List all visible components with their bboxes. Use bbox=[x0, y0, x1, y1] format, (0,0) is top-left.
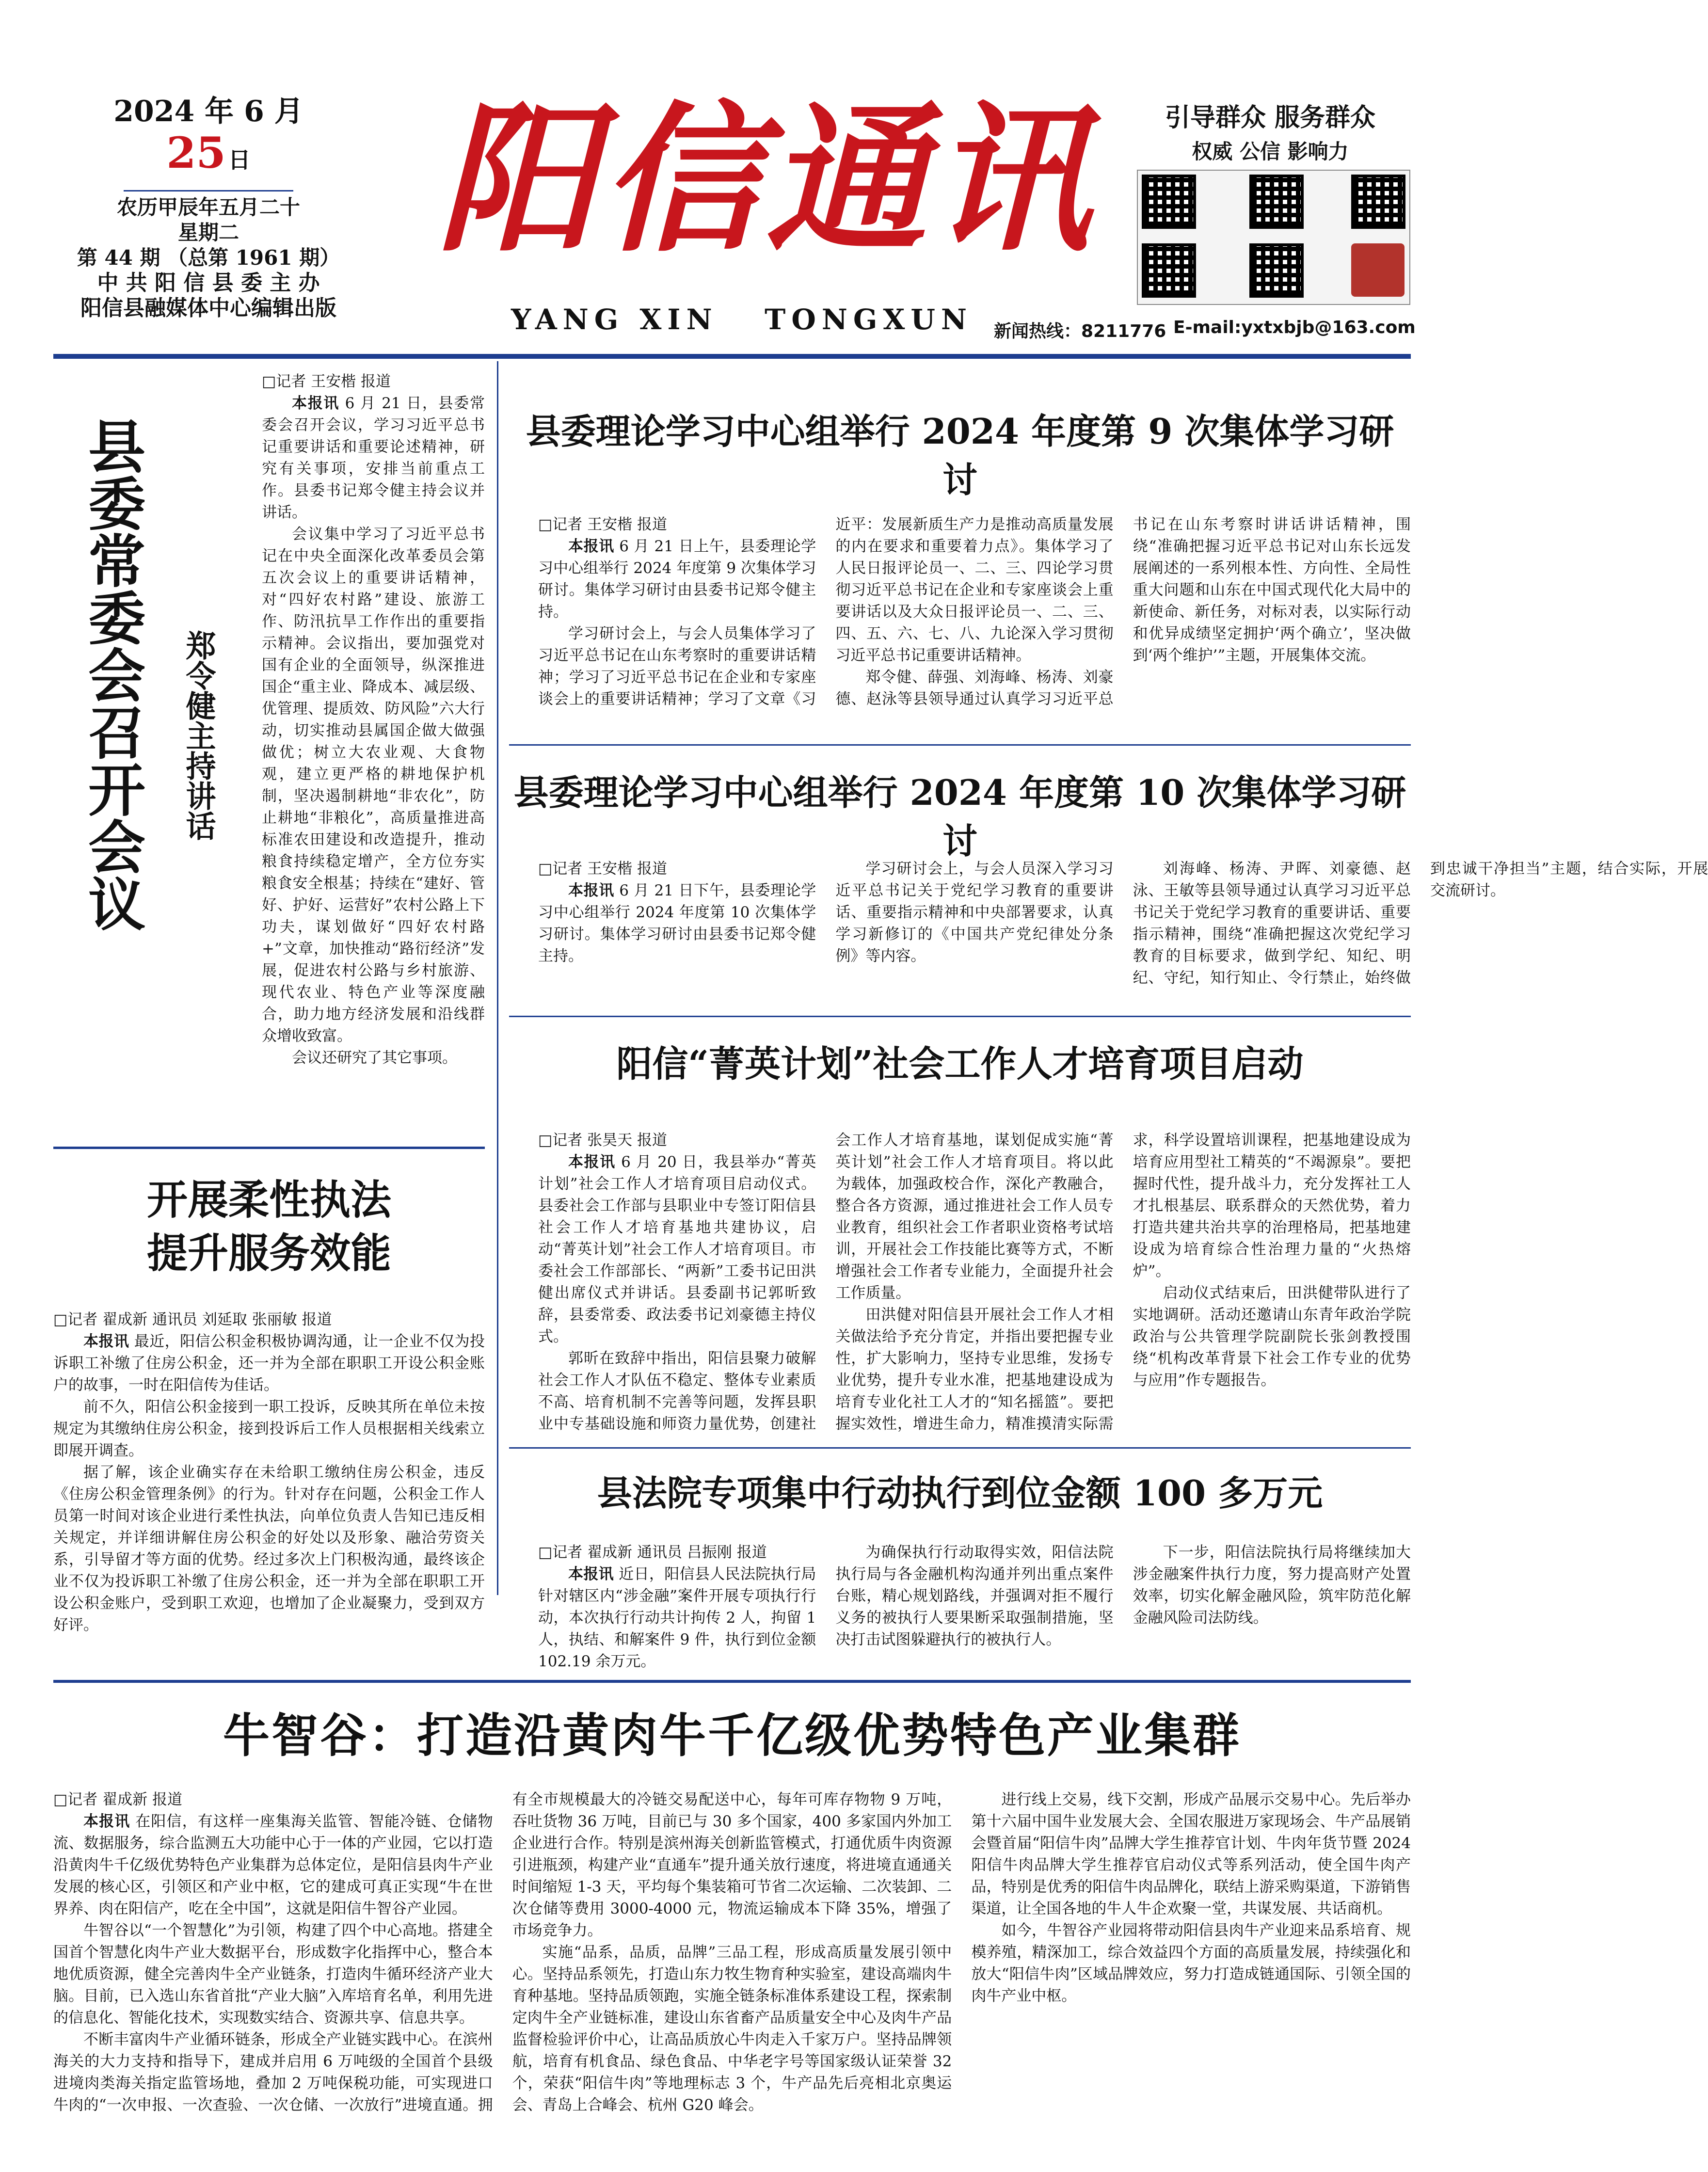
paragraph: 学习研讨会上，与会人员集体学习了习近平总书记在山东考察时的重要讲话精神；学习了习近平总书记在企业和专家座谈会上的重要讲话精神；学习了文章《习近平：发展新质生产力是推动高质量发展的内在要求和重要着力点》。集体学习了人民日报评论员一、二、三、四论学习贯彻习近平总书记在企业和专家座谈会上重要讲话以及大众日报评论员一、二、三、四、五、六、七、八、九论深入学习贯彻习近平总书记重要讲话精神。 bbox=[538, 516, 1114, 708]
qr-code-icon bbox=[1351, 175, 1405, 229]
sponsor: 中 共 阳 信 县 委 主 办 bbox=[97, 271, 320, 295]
paragraph: 为确保执行行动取得实效，阳信法院执行局与各金融机构沟通并列出重点案件台账，精心规划路线，并强调对拒不履行义务的被执行人要果断采取强制措施，坚决打击试图躲避执行的被执行人。 bbox=[835, 1544, 1114, 1648]
lunar-date: 农历甲辰年五月二十 bbox=[116, 195, 300, 219]
article4-headline: 阳信“菁英计划”社会工作人才培育项目启动 bbox=[616, 1043, 1304, 1085]
qr-code-panel bbox=[1137, 170, 1410, 305]
paragraph: 田洪健对阳信县开展社会工作人才相关做法给予充分肯定，并指出要把握专业性，扩大影响力，坚持专业思维，发扬专业优势，提升专业水准，把基地建设成为培育专业化社工人才的“知名摇篮”。要把握实效性，增进生命力，精准摸清实际需求，科学设置培训课程，把基地建设成为培育应用型社工精英的“不竭源泉”。要把握时代性，提升战斗力，充分发挥社工人才扎根基层、联系群众的天然优势，着力打造共建共治共享的治理格局，把基地建设成为培育综合性治理力量的“火热熔炉”。 bbox=[835, 1132, 1411, 1433]
byline: □记者 王安楷 报道 bbox=[538, 516, 667, 533]
hotline: 新闻热线：8211776 bbox=[994, 321, 1166, 341]
lead-tag: 本报讯 bbox=[292, 395, 340, 412]
article7-body bbox=[53, 1789, 1411, 2128]
article7-headline: 牛智谷：打造沿黄肉牛千亿级优势特色产业集群 bbox=[223, 1708, 1241, 1763]
paragraph: 会议还研究了其它事项。 bbox=[292, 1049, 457, 1067]
paragraph-text: 最近，阳信公积金积极协调沟通，让一企业不仅为投诉职工补缴了住房公积金，还一并为全部在职职工开设公积金账户的故事，一时在阳信传为佳话。 bbox=[53, 1333, 485, 1394]
paragraph bbox=[262, 393, 485, 524]
paragraph-text: 6 月 21 日，县委常委会召开会议，学习习近平总书记重要讲话和重要论述精神，研究有关事项，安排当前重点工作。县委书记郑令健主持会议并讲话。 bbox=[262, 395, 485, 521]
section-rule bbox=[53, 1680, 1411, 1683]
issue-number: 第 44 期 （总第 1961 期） bbox=[77, 246, 340, 270]
weekday: 星期二 bbox=[177, 221, 239, 244]
qr-code-icon bbox=[1249, 175, 1304, 229]
article5-headline: 县法院专项集中行动执行到位金额 100 多万元 bbox=[597, 1472, 1323, 1514]
paragraph: 进行线上交易，线下交割，形成产品展示交易中心。先后举办第十六届中国牛业发展大会、全国农服进万家现场会、牛产品展销会暨首届“阳信牛肉”品牌大学生推荐官计划、牛肉年货节暨 2024 阳信牛肉品牌大学生推荐官启动仪式等系列活动，使全国牛肉产品，特别是优秀的阳信牛肉品牌化，联结上游采购渠道，下游销售渠道，让全国各地的牛人牛企欢聚一堂，共谋发展、共话商机。 bbox=[971, 1791, 1411, 1917]
date-day-suffix: 日 bbox=[228, 147, 251, 173]
paragraph: 下一步，阳信法院执行局将继续加大涉金融案件执行力度，努力提高财产处置效率，切实化解金融风险，筑牢防范化解金融风险司法防线。 bbox=[1133, 1544, 1411, 1627]
article1-subhead: 郑令健主持讲话 bbox=[181, 630, 216, 841]
paragraph: 郭昕在致辞中指出，阳信县聚力破解社会工作人才队伍不稳定、整体专业素质不高、培育机制不完善等问题，发挥县职业中专基础设施和师资力量优势，创建社会工作人才培育基地，谋划促成实施“菁英计划”社会工作人才培育项目。将以此为载体，加强政校合作，深化产教融合，整合各方资源，通过推进社会工作人员专业教育，组织社会工作者职业资格考试培训，开展社会工作技能比赛等方式，不断增强社会工作者专业能力，全面提升社会工作质量。 bbox=[538, 1132, 1114, 1433]
article2-headline: 县委理论学习中心组举行 2024 年度第 9 次集体学习研讨 bbox=[526, 411, 1394, 500]
byline: □记者 张昊天 报道 bbox=[538, 1132, 667, 1149]
lead-tag: 本报讯 bbox=[568, 882, 614, 899]
article3-headline: 县委理论学习中心组举行 2024 年度第 10 次集体学习研讨 bbox=[513, 772, 1406, 862]
paragraph-text: 6 月 21 日下午，县委理论学习中心组举行 2024 年度第 10 次集体学习研讨。集体学习研讨由县委书记郑令健主持。 bbox=[538, 882, 816, 965]
date-day: 25 bbox=[166, 128, 226, 178]
newspaper-title: 阳信通讯 bbox=[436, 85, 1096, 273]
publisher: 阳信县融媒体中心编辑出版 bbox=[80, 296, 336, 320]
date-rule bbox=[124, 190, 293, 192]
article4-body bbox=[538, 1130, 1411, 1440]
lead-tag: 本报讯 bbox=[568, 1153, 616, 1171]
date-year-month: 2024 年 6 月 bbox=[113, 95, 303, 128]
byline: □记者 翟成新 通讯员 吕振刚 报道 bbox=[538, 1544, 767, 1561]
issue-block bbox=[53, 195, 364, 321]
paragraph-text: 近日，阳信县人民法院执行局针对辖区内“涉金融”案件开展专项执行行动，本次执行行动共计拘传 2 人，拘留 1 人，执结、和解案件 9 件，执行到位金额 102.19 余万元。 bbox=[538, 1565, 816, 1670]
byline: □记者 翟成新 报道 bbox=[53, 1791, 182, 1808]
paragraph: 郑令健、薛强、刘海峰、杨涛、刘豪德、赵泳等县领导通过认真学习习近平总书记在山东考察时讲话讲话精神，围绕“准确把握习近平总书记对山东长远发展阐述的一系列根本性、方向性、全局性重大问题和山东在中国式现代化大局中的新使命、新任务，对标对表，以实际行动和优异成绩坚定拥护‘两个确立’，坚决做到‘两个维护’”主题，开展集体交流。 bbox=[835, 516, 1411, 708]
headline-line: 提升服务效能 bbox=[146, 1229, 391, 1277]
paragraph: 会议集中学习了习近平总书记在中央全面深化改革委员会第五次会议上的重要讲话精神，对“四好农村路”建设、旅游工作、防汛抗旱工作作出的重要指示精神。会议指出，要加强党对国有企业的全面领导，纵深推进国企“重主业、降成本、减层级、优管理、提质效、防风险”六大行动，切实推动县属国企做大做强做优；树立大农业观、大食物观，建立更严格的耕地保护机制，坚决遏制耕地“非农化”，防止耕地“非粮化”，高质量推进高标准农田建设和改造提升，推动粮食持续稳定增产，全方位夯实粮食安全根基；持续在“建好、管好、护好、运营好”农村公路上下功夫，谋划做好“四好农村路 +”文章，加快推动“路衍经济”发展，促进农村公路与乡村旅游、现代农业、特色产业等深度融合，助力地方经济发展和沿线群众增收致富。 bbox=[262, 526, 485, 1045]
article5-body bbox=[538, 1542, 1411, 1673]
article3-body bbox=[538, 858, 1708, 1004]
app-logo-icon bbox=[1351, 243, 1405, 297]
title-pinyin: YANG XIN TONGXUN bbox=[511, 303, 973, 336]
qr-code-icon bbox=[1142, 175, 1196, 229]
date-block bbox=[58, 95, 359, 190]
paragraph: 不断丰富肉牛产业循环链条，形成全产业链实践中心。在滨州海关的大力支持和指导下，建成并启用 6 万吨级的全国首个县级进境肉类海关指定监管场地，叠加 2 万吨保税功能，可实现进口牛肉的“一次申报、一次查验、一次仓储、一次放行”进境直通。拥有全市规模最大的冷链交易配送中心，每年可库存物物 9 万吨，吞吐货物 36 万吨，目前已与 30 多个国家，400 多家国内外加工企业进行合作。特别是滨州海关创新监管模式，打通优质牛肉资源引进瓶颈，构建产业“直通车”提升通关放行速度，将进境直通通关时间缩短 1-3 天，平均每个集装箱可节省二次运输、二次装卸、二次仓储等费用 3000-4000 元，物流运输成本下降 35%，增强了市场竞争力。 bbox=[53, 1791, 952, 2114]
article1-body bbox=[262, 371, 485, 1069]
paragraph: 前不久，阳信公积金接到一职工投诉，反映其所在单位未按规定为其缴纳住房公积金，接到投诉后工作人员根据相关线索立即展开调查。 bbox=[53, 1398, 485, 1459]
section-rule bbox=[53, 1147, 485, 1149]
lead-tag: 本报讯 bbox=[568, 538, 614, 555]
qr-code-icon bbox=[1249, 243, 1304, 298]
paragraph: 启动仪式结束后，田洪健带队进行了实地调研。活动还邀请山东青年政治学院政治与公共管理学院副院长张剑教授围绕“机构改革背景下社会工作专业的优势与应用”作专题报告。 bbox=[1133, 1284, 1411, 1389]
column-divider bbox=[497, 361, 498, 1595]
paragraph bbox=[538, 1564, 816, 1673]
qr-code-icon bbox=[1142, 243, 1196, 298]
byline: □记者 翟成新 通讯员 刘延取 张丽敏 报道 bbox=[53, 1311, 332, 1328]
lead-tag: 本报讯 bbox=[83, 1333, 129, 1350]
paragraph-text: 在阳信，有这样一座集海关监管、智能冷链、仓储物流、数据服务，综合监测五大功能中心于一体的产业园，它以打造沿黄肉牛千亿级优势特色产业集群为总体定位，是阳信县肉牛产业发展的核心区，引领区和产业中枢，它的建成可真正实现“牛在世界养、肉在阳信产，吃在全中国”，这就是阳信牛智谷产业园。 bbox=[53, 1813, 493, 1917]
paragraph bbox=[53, 1331, 485, 1396]
paragraph bbox=[538, 880, 816, 967]
paragraph: 学习研讨会上，与会人员深入学习习近平总书记关于党纪学习教育的重要讲话、重要指示精神和中央部署要求，认真学习新修订的《中国共产党纪律处分条例》等内容。 bbox=[835, 860, 1114, 965]
paragraph: 刘海峰、杨涛、尹晖、刘豪德、赵泳、王敏等县领导通过认真学习习近平总书记关于党纪学习教育的重要讲话、重要指示精神，围绕“准确把握这次党纪学习教育的目标要求，做到学纪、知纪、明纪、守纪，知行知止、令行禁止，始终做到忠诚干净担当”主题，结合实际，开展交流研讨。 bbox=[1133, 860, 1708, 987]
email: E-mail:yxtxbjb@163.com bbox=[1173, 318, 1416, 337]
lead-tag: 本报讯 bbox=[83, 1813, 130, 1830]
paragraph bbox=[538, 536, 816, 623]
paragraph: 据了解，该企业确实存在未给职工缴纳住房公积金，违反《住房公积金管理条例》的行为。针对存在问题，公积金工作人员第一时间对该企业进行柔性执法，向单位负责人告知已违反相关规定，并详细讲解住房公积金的好处以及形象、融洽劳资关系，引导留才等方面的优势。经过多次上门积极沟通，最终该企业不仅为投诉职工补缴了住房公积金，还一并为全部在职职工开设公积金账户，受到职工欢迎，也增加了企业凝聚力，受到双方好评。 bbox=[53, 1464, 485, 1634]
paragraph-text: 6 月 20 日，我县举办“菁英计划”社会工作人才培育项目启动仪式。县委社会工作部与县职业中专签订阳信县社会工作人才培育基地共建协议，启动“菁英计划”社会工作人才培育项目。市委社会工作部部长、“两新”工委书记田洪健出席仪式并讲话。县委副书记郭昕致辞，县委常委、政法委书记刘豪德主持仪式。 bbox=[538, 1153, 816, 1345]
masthead-rule bbox=[53, 354, 1411, 359]
lead-tag: 本报讯 bbox=[568, 1565, 614, 1583]
article6-body bbox=[53, 1309, 485, 1636]
section-rule bbox=[509, 1447, 1411, 1449]
headline-line: 开展柔性执法 bbox=[146, 1176, 391, 1224]
paragraph: 牛智谷以“一个智慧化”为引领，构建了四个中心高地。搭建全国首个智慧化肉牛产业大数据平台，形成数字化指挥中心，整合本地优质资源，健全完善肉牛全产业链条，打造肉牛循环经济产业大脑。目前，已入选山东省首批“产业大脑”入库培育名单，利用先进的信息化、智能化技术，实现数实结合、资源共享、信息共享。 bbox=[53, 1922, 493, 2027]
paragraph bbox=[538, 1151, 816, 1348]
section-rule bbox=[509, 744, 1411, 746]
byline: □记者 王安楷 报道 bbox=[538, 860, 667, 878]
slogan-sub: 权威 公信 影响力 bbox=[1192, 140, 1349, 163]
paragraph bbox=[53, 1811, 493, 1920]
paragraph: 实施“品系，品质，品牌”三品工程，形成高质量发展引领中心。坚持品系领先，打造山东力牧生物育种实验室，建设高端肉牛育种基地。坚持品质领跑，实施全链条标准体系建设工程，探索制定肉牛全产业链标准，建设山东省畜产品质量安全中心及肉牛产品监督检验评价中心，让高品质放心牛肉走入千家万户。坚持品牌领航，培育有机食品、绿色食品、中华老字号等国家级认证荣誉 32 个，荣获“阳信牛肉”等地理标志 3 个，牛产品先后亮相北京奥运会、青岛上合峰会、杭州 G20 峰会。 bbox=[512, 1944, 952, 2114]
article2-body bbox=[538, 514, 1411, 722]
slogan-main: 引导群众 服务群众 bbox=[1165, 103, 1376, 132]
article1-headline: 县委常委会召开会议 bbox=[79, 417, 145, 932]
paragraph: 如今，牛智谷产业园将带动阳信县肉牛产业迎来品系培育、规模养殖，精深加工，综合效益四个方面的高质量发展，持续强化和放大“阳信牛肉”区域品牌效应，努力打造成链通国际、引领全国的肉牛产业中枢。 bbox=[971, 1922, 1411, 2005]
section-rule bbox=[509, 1016, 1411, 1017]
article6-headline bbox=[53, 1173, 485, 1280]
paragraph-text: 6 月 21 日上午，县委理论学习中心组举行 2024 年度第 9 次集体学习研讨。集体学习研讨由县委书记郑令健主持。 bbox=[538, 538, 816, 621]
byline: □记者 王安楷 报道 bbox=[262, 373, 391, 390]
